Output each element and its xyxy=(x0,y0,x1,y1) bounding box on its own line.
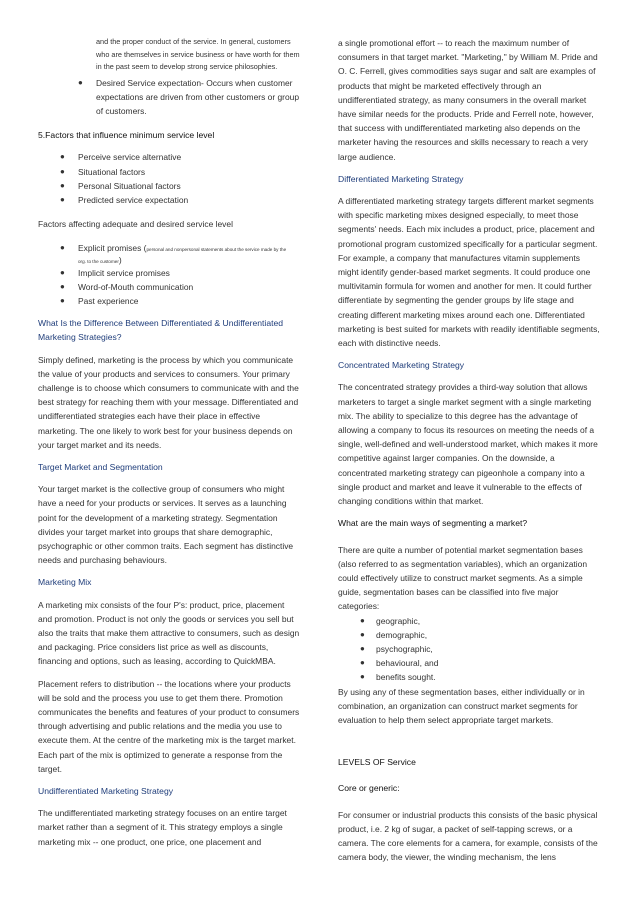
paragraph: By using any of these segmentation bases, either individually or in combination, an organization can construct market segments for evaluation to help them select appropriate target markets. xyxy=(338,686,585,725)
spacer xyxy=(338,735,600,755)
list-item: ● psychographic, xyxy=(338,642,600,656)
heading-undifferentiated: Undifferentiated Marketing Strategy xyxy=(38,786,174,797)
heading-difference: What Is the Difference Between Differentiated & Undifferentiated Marketing Strategies? xyxy=(38,318,284,343)
bullet-icon: ● xyxy=(60,194,65,204)
segmentation-bases-list xyxy=(338,614,600,685)
heading-levels-of-service: LEVELS OF Service xyxy=(338,757,416,768)
paragraph: Your target market is the collective group of consumers who might have a need for your products or services. It serves as a launching point for the development of a marketing strategy. Segmentation divides your target market into groups that share demographic, psychographic or other common traits. Each segment has distinctive needs and purchasing behaviours. xyxy=(38,484,294,566)
heading-segmenting-ways: What are the main ways of segmenting a market? xyxy=(338,518,528,529)
min-factors-list xyxy=(38,150,300,207)
list-item: ● geographic, xyxy=(338,614,600,628)
list-item: ● Desired Service expectation- Occurs when customer expectations are driven from other customers or group of customers. xyxy=(78,77,300,116)
bullet-icon: ● xyxy=(60,267,65,277)
list-item: ● Explicit promises (personal and nonpersonal statements about the service made by the org. to the customer) xyxy=(60,243,287,265)
paragraph: A differentiated marketing strategy targets different market segments with specific marketing mixes designed especially, to meet those segments' needs. Each mix includes a product, price, placement and promotional program customized specifically for a particular segment. For example, a company that manufactures vitamin supplements might identify gender-based market segments. It could produce one multivitamin formula for women and another for men. It could further differentiate by segmenting the gender groups by life stage and creating different marketing mixes around each one. Differentiated marketing is best suited for markets with readily identifiable segments, each with distinctive needs. xyxy=(338,196,600,349)
list-item: ● Personal Situational factors xyxy=(38,179,300,193)
heading-target-market: Target Market and Segmentation xyxy=(38,461,163,472)
bullet-icon: ● xyxy=(360,672,365,682)
heading-concentrated: Concentrated Marketing Strategy xyxy=(338,360,465,371)
list-item: ● Predicted service expectation xyxy=(38,193,300,207)
list-item: ● Perceive service alternative xyxy=(38,150,300,164)
paragraph: Placement refers to distribution -- the locations where your products will be sold and the process you use to get them there. Promotion communicates the benefits and features of your product to consumers through advertising and public relations and the media you use to execute them. At the centre of the marketing mix is the target market. Each part of the mix is optimized to generate a response from the target. xyxy=(38,678,300,774)
paragraph: The concentrated strategy provides a third-way solution that allows marketers to target a single market segment with a single marketing mix. The ability to specialize to this degree has the advantage of allowing a company to focus its resources on meeting the needs of a single, well-defined and well-understood market, which makes it more competitive against larger companies. On the downside, a concentrated marketing strategy can pigeonhole a company into a single product and market and leave it vulnerable to the effects of changing conditions within that market. xyxy=(338,382,598,507)
bullet-icon: ● xyxy=(60,152,65,162)
heading-differentiated: Differentiated Marketing Strategy xyxy=(338,173,464,184)
paragraph: Simply defined, marketing is the process by which you communicate the value of your products and services to consumers. Your primary challenge is to choose which consumers to communicate with and the best strategy for reaching them with your message. Differentiated and undifferentiated strategies each have their place in effective marketing. The one likely to work best for your business depends on your target market and its needs. xyxy=(38,354,299,450)
bullet-icon: ● xyxy=(60,281,65,291)
bullet-icon: ● xyxy=(60,295,65,305)
list-item: ● Past experience xyxy=(38,294,300,308)
left-column xyxy=(38,36,300,857)
list-item: ● Situational factors xyxy=(38,165,300,179)
list-item: ● demographic, xyxy=(338,628,600,642)
paragraph: a single promotional effort -- to reach the maximum number of consumers in that target market. "Marketing," by William M. Pride and O. C. Ferrell, gives commodities says sugar and salt are examples of products that might be marketed effectively through an undifferentiated strategy, as many consumers in the overall market have similar needs for the products. Pride and Ferrell note, however, that success with undifferentiated marketing also depends on the marketer having the resources and skills necessary to reach a very large audience. xyxy=(338,38,598,162)
section-title-min-service: 5.Factors that influence minimum service level xyxy=(38,130,215,141)
paragraph: The undifferentiated marketing strategy focuses on an entire target market rather than a segment of it. This strategy employs a single marketing mix -- one product, one price, one placement and xyxy=(38,808,287,847)
continued-text: and the proper conduct of the service. In general, customers who are themselves in service business or have worth for them in the past seem to develop strong service philosophies. xyxy=(96,37,300,71)
adequate-factors-list xyxy=(38,241,300,308)
bullet-icon: ● xyxy=(360,658,365,668)
paragraph: There are quite a number of potential market segmentation bases (also referred to as segmentation variables), which an organization could effectively utilize to construct market segments. As a simple guide, segmentation bases can be classified into five major categories: xyxy=(338,544,588,612)
section-title-adequate: Factors affecting adequate and desired service level xyxy=(38,219,233,230)
heading-core-generic: Core or generic: xyxy=(338,783,400,794)
list-item: ● benefits sought. xyxy=(338,670,600,684)
heading-marketing-mix: Marketing Mix xyxy=(38,577,92,588)
bullet-icon: ● xyxy=(360,615,365,625)
right-column xyxy=(338,36,600,872)
bullet-icon: ● xyxy=(78,77,83,87)
paragraph: For consumer or industrial products this consists of the basic physical product, i.e. 2 kg of sugar, a packet of self-tapping screws, or a camera. The core elements for a camera, for example, consists of the camera body, the viewer, the winding mechanism, the lens xyxy=(338,809,598,863)
expectation-list xyxy=(38,76,300,119)
paragraph: A marketing mix consists of the four P's: product, price, placement and promotion. Product is not only the goods or services you sell but also the traits that make them attractive to consumers, such as design and packaging. Price considers list price as well as discounts, financing and options, such as leasing, according to QuickMBA. xyxy=(38,599,300,667)
bullet-icon: ● xyxy=(60,243,65,253)
bullet-icon: ● xyxy=(60,180,65,190)
list-item: ● behavioural, and xyxy=(338,656,600,670)
bullet-icon: ● xyxy=(360,643,365,653)
list-item: ● Word-of-Mouth communication xyxy=(38,280,300,294)
bullet-icon: ● xyxy=(60,166,65,176)
bullet-icon: ● xyxy=(360,629,365,639)
list-item: ● Implicit service promises xyxy=(38,266,300,280)
